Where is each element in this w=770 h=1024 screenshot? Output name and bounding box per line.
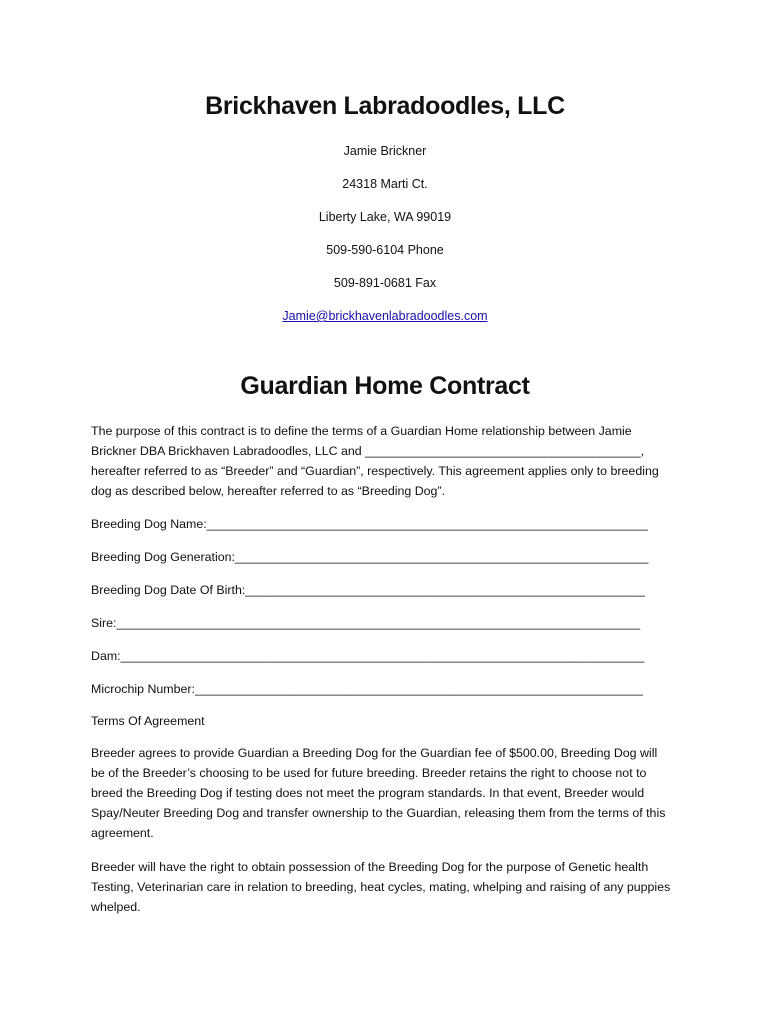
phone-number: 509-590-6104 Phone — [326, 243, 444, 257]
field-dog-name: Breeding Dog Name:________________________________________________________________ — [91, 517, 648, 531]
contract-title: Guardian Home Contract — [240, 372, 530, 400]
field-sire: Sire:____________________________________________________________________________ — [91, 616, 641, 630]
email-link[interactable]: Jamie@brickhavenlabradoodles.com — [282, 309, 488, 323]
contact-block — [0, 143, 770, 341]
company-title: Brickhaven Labradoodles, LLC — [205, 92, 565, 120]
terms-heading: Terms Of Agreement — [91, 714, 205, 728]
address-street: 24318 Marti Ct. — [342, 177, 428, 191]
field-dog-generation: Breeding Dog Generation:____________________________________________________________ — [91, 550, 649, 564]
dog-fields — [91, 514, 671, 712]
terms-paragraph-1: Breeder agrees to provide Guardian a Breeding Dog for the Guardian fee of $500.00, Breeding Dog will be of the Breeder’s choosing to be used for future breeding. Breeder retains the right to choose not to breed the Breeding Dog if testing does not meet the program standards. In that event, Breeder would Spay/Neuter Breeding Dog and transfer ownership to the Guardian, releasing them from the terms of this agreement. — [91, 746, 666, 840]
address-city: Liberty Lake, WA 99019 — [318, 210, 452, 224]
intro-paragraph: The purpose of this contract is to define the terms of a Guardian Home relationship between Jamie Brickner DBA Brickhaven Labradoodles, LLC and ________________________________________, hereafter referred to as “Breeder” and “Guardian”, respectively. This agreement applies only to breeding dog as described below, hereafter referred to as “Breeding Dog”. — [91, 424, 659, 498]
contact-name: Jamie Brickner — [343, 144, 427, 158]
fax-number: 509-891-0681 Fax — [333, 276, 437, 290]
terms-paragraph-2: Breeder will have the right to obtain possession of the Breeding Dog for the purpose of Genetic health Testing, Veterinarian care in relation to breeding, heat cycles, mating, whelping and raising of any puppies whelped. — [91, 860, 671, 914]
field-dog-dob: Breeding Dog Date Of Birth:__________________________________________________________ — [91, 583, 645, 597]
field-dam: Dam:____________________________________________________________________________ — [91, 649, 645, 663]
email-line — [0, 308, 770, 341]
field-microchip: Microchip Number:_________________________________________________________________ — [91, 682, 643, 696]
